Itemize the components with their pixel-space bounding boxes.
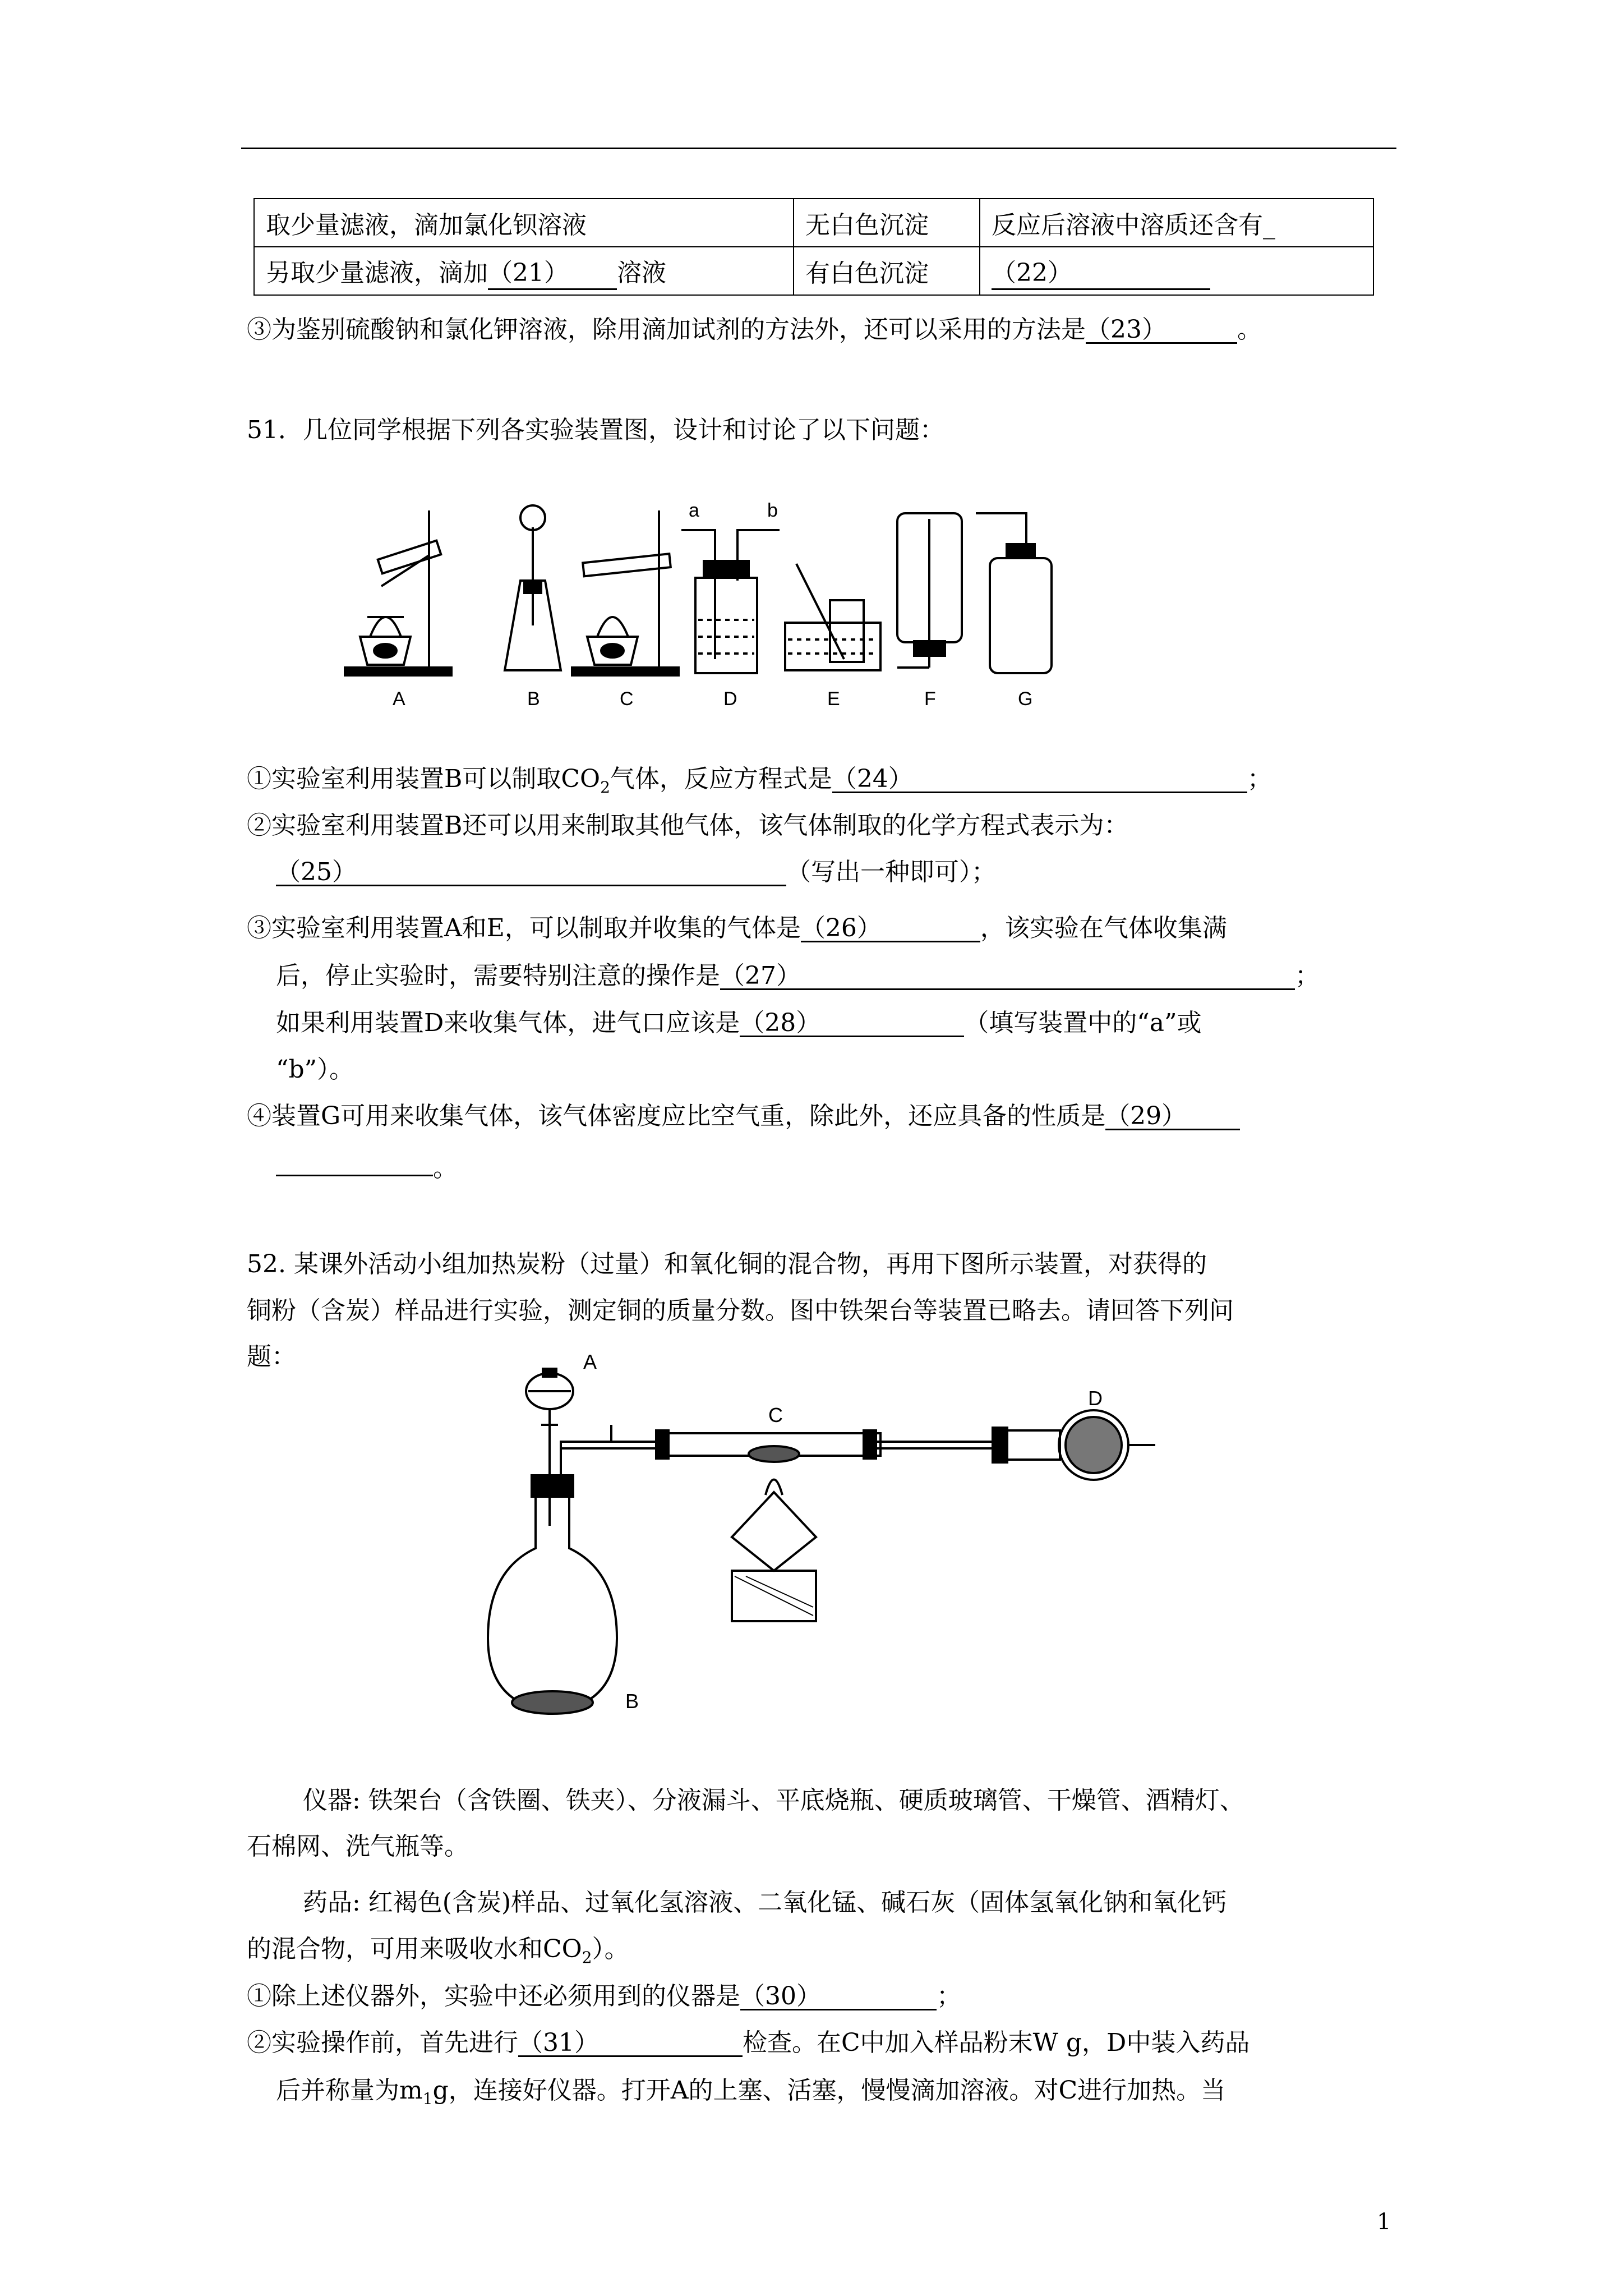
table-cell: 无白色沉淀 xyxy=(794,199,980,247)
blank-21: （21） xyxy=(488,252,617,290)
q52-stem-line3: 题： xyxy=(247,1342,296,1371)
q51-part3-line2 xyxy=(276,961,1320,990)
blank-22: （22） xyxy=(992,252,1210,290)
text: ； xyxy=(1247,765,1272,793)
apparatus-52-pipe xyxy=(561,1442,656,1448)
q51-part3-line4: “b”）。 xyxy=(276,1055,354,1084)
q51-part3-line3 xyxy=(276,1011,1202,1037)
apparatus-figure-51 xyxy=(336,496,1290,721)
label-G: G xyxy=(1018,688,1033,710)
label-a: a xyxy=(689,500,699,521)
blank-27: （27） xyxy=(720,964,1295,990)
label-E: E xyxy=(827,688,840,710)
table-cell: 取少量滤液，滴加氯化钡溶液 xyxy=(254,199,794,247)
apparatus-D xyxy=(681,530,780,673)
blank-25: （25） xyxy=(276,860,786,886)
apparatus-G xyxy=(976,513,1052,673)
label-52-B: B xyxy=(625,1690,639,1713)
text: ②实验操作前，首先进行 xyxy=(247,2028,518,2057)
text: ①实验室利用装置B可以制取CO xyxy=(247,765,601,793)
label-52-C: C xyxy=(768,1404,783,1427)
blank-28: （28） xyxy=(740,1011,964,1037)
cell-text: 溶液 xyxy=(617,258,666,287)
apparatus-B xyxy=(505,505,561,670)
label-52-D: D xyxy=(1088,1387,1103,1410)
text: ； xyxy=(937,1982,961,2010)
q52-part1 xyxy=(247,1984,961,2010)
text: 检查。在C中加入样品粉末W g，D中装入药品 xyxy=(743,2028,1250,2057)
table-cell: 反应后溶液中溶质还含有_ xyxy=(980,199,1373,247)
q51-part3 xyxy=(247,916,1227,942)
text: ①除上述仪器外，实验中还必须用到的仪器是 xyxy=(247,1982,740,2010)
q52-stem-line1: 52. 某课外活动小组加热炭粉（过量）和氧化铜的混合物，再用下图所示装置，对获得的 xyxy=(247,1250,1207,1278)
blank-30: （30） xyxy=(740,1984,937,2010)
label-52-A: A xyxy=(583,1350,597,1373)
q52-reagents: 药品: 红褐色(含炭)样品、过氧化氢溶液、二氧化锰、碱石灰（固体氢氧化钠和氧化钙 xyxy=(303,1888,1227,1917)
text: （填写装置中的“a”或 xyxy=(964,1009,1202,1037)
text: 。 xyxy=(1237,315,1262,344)
apparatus-A xyxy=(345,510,451,675)
table-row xyxy=(254,247,1373,295)
cell-text: 另取少量滤液，滴加 xyxy=(266,258,488,287)
header-rule xyxy=(241,148,1396,149)
label-b: b xyxy=(767,500,778,521)
q52-part2-line2 xyxy=(276,2078,1225,2107)
label-F: F xyxy=(924,688,936,710)
label-A: A xyxy=(393,688,405,710)
q51-part4 xyxy=(247,1104,1240,1130)
q52-stem-line2: 铜粉（含炭）样品进行实验，测定铜的质量分数。图中铁架台等装置已略去。请回答下列问 xyxy=(247,1296,1234,1325)
text: ④装置G可用来收集气体，该气体密度应比空气重，除此外，还应具备的性质是 xyxy=(247,1102,1106,1130)
apparatus-52-D xyxy=(993,1410,1155,1480)
table-cell xyxy=(254,247,794,295)
table-row xyxy=(254,199,1373,247)
text: 气体，反应方程式是 xyxy=(610,765,832,793)
blank-29: （29） xyxy=(1105,1104,1240,1130)
table-cell xyxy=(980,247,1373,295)
label-B: B xyxy=(527,688,540,710)
blank-31: （31） xyxy=(518,2031,743,2057)
subscript: 2 xyxy=(600,777,610,797)
blank-26: （26） xyxy=(801,916,980,942)
q51-part2-answer xyxy=(276,860,996,886)
page-number: 1 xyxy=(1377,2209,1391,2235)
text: ③实验室利用装置A和E，可以制取并收集的气体是 xyxy=(247,914,801,942)
text: 如果利用装置D来收集气体，进气口应该是 xyxy=(276,1009,740,1037)
text: ③为鉴别硫酸钠和氯化钾溶液，除用滴加试剂的方法外，还可以采用的方法是 xyxy=(247,315,1086,344)
q52-part2 xyxy=(247,2028,1250,2057)
apparatus-52-B xyxy=(488,1425,617,1714)
text: g，连接好仪器。打开A的上塞、活塞，慢慢滴加溶液。对C进行加热。当 xyxy=(432,2076,1226,2105)
text: 后并称量为m xyxy=(276,2076,423,2105)
text: 。 xyxy=(433,1154,458,1182)
apparatus-F xyxy=(897,513,962,668)
subscript: 2 xyxy=(582,1948,592,1967)
q51-part2: ②实验室利用装置B还可以用来制取其他气体，该气体制取的化学方程式表示为： xyxy=(247,811,1129,840)
text: 后，停止实验时，需要特别注意的操作是 xyxy=(276,961,720,990)
text: 的混合物，可用来吸收水和CO xyxy=(247,1935,582,1963)
subscript: 1 xyxy=(422,2089,433,2108)
q50-part3 xyxy=(247,315,1262,344)
blank-24: （24） xyxy=(832,767,1247,793)
q52-instruments-line2: 石棉网、洗气瓶等。 xyxy=(247,1832,469,1861)
text: （写出一种即可）； xyxy=(786,858,996,886)
q51-part1 xyxy=(247,767,1272,795)
blank-29-continued xyxy=(276,1150,433,1176)
q52-reagents-line2 xyxy=(247,1937,629,1966)
q51-part4-line2 xyxy=(276,1150,458,1181)
alcohol-lamp xyxy=(732,1480,816,1622)
apparatus-C xyxy=(572,510,679,675)
text: ； xyxy=(1295,961,1320,990)
q51-stem: 51．几位同学根据下列各实验装置图，设计和讨论了以下问题： xyxy=(247,416,944,444)
label-D: D xyxy=(723,688,737,710)
apparatus-52-C xyxy=(656,1430,993,1462)
table-cell: 有白色沉淀 xyxy=(794,247,980,295)
text: ，该实验在气体收集满 xyxy=(980,914,1227,942)
q52-instruments: 仪器: 铁架台（含铁圈、铁夹）、分液漏斗、平底烧瓶、硬质玻璃管、干燥管、酒精灯、 xyxy=(303,1786,1244,1815)
label-C: C xyxy=(620,688,634,710)
result-table xyxy=(253,198,1374,296)
blank-23: （23） xyxy=(1086,318,1237,344)
apparatus-E xyxy=(785,564,880,670)
apparatus-figure-52 xyxy=(482,1346,1189,1728)
text: ）。 xyxy=(592,1935,629,1963)
